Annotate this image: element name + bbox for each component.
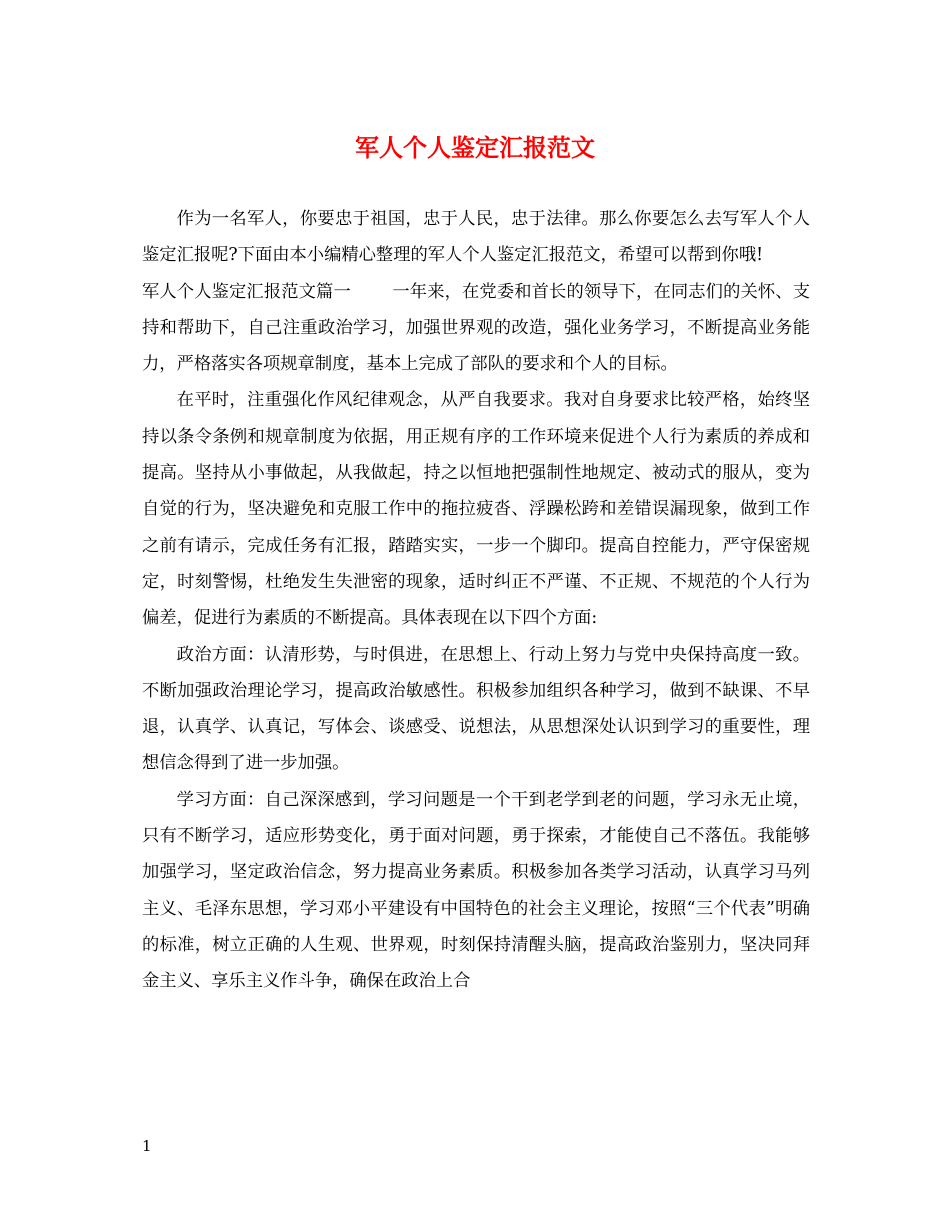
paragraph-study: 学习方面：自己深深感到，学习问题是一个干到老学到老的问题，学习永无止境，只有不断学习，适应形势变化，勇于面对问题，勇于探索，才能使自己不落伍。我能够加强学习，坚定政治信念，努力提高业务素质。积极参加各类学习活动，认真学习马列主义、毛泽东思想，学习邓小平建设有中国特色的社会主义理论，按照“三个代表”明确的标准，树立正确的人生观、世界观，时刻保持清醒头脑，提高政治鉴别力，坚决同拜金主义、享乐主义作斗争，确保在政治上合 xyxy=(142,789,810,992)
document-body xyxy=(142,201,810,1000)
document-title: 军人个人鉴定汇报范文 xyxy=(355,133,595,162)
paragraph-politics: 政治方面：认清形势，与时俱进，在思想上、行动上努力与党中央保持高度一致。不断加强政治理论学习，提高政治敏感性。积极参加组织各种学习，做到不缺课、不早退，认真学、认真记，写体会、谈感受、说想法，从思想深处认识到学习的重要性，理想信念得到了进一步加强。 xyxy=(142,644,810,774)
paragraph-discipline: 在平时，注重强化作风纪律观念，从严自我要求。我对自身要求比较严格，始终坚持以条令条例和规章制度为依据，用正规有序的工作环境来促进个人行为素质的养成和提高。坚持从小事做起，从我做起，持之以恒地把强制性地规定、被动式的服从，变为自觉的行为，坚决避免和克服工作中的拖拉疲沓、浮躁松跨和差错误漏现象，做到工作之前有请示，完成任务有汇报，踏踏实实，一步一个脚印。提高自控能力，严守保密规定，时刻警惕，杜绝发生失泄密的现象，适时纠正不严谨、不正规、不规范的个人行为偏差，促进行为素质的不断提高。具体表现在以下四个方面: xyxy=(142,390,810,629)
section-paragraph-1 xyxy=(142,274,810,383)
intro-paragraph: 作为一名军人，你要忠于祖国，忠于人民，忠于法律。那么你要怎么去写军人个人鉴定汇报呢?下面由本小编精心整理的军人个人鉴定汇报范文，希望可以帮到你哦! xyxy=(142,209,810,266)
page-number: 1 xyxy=(142,1137,152,1155)
section-heading: 军人个人鉴定汇报范文篇一 xyxy=(142,281,351,302)
section-paragraph-1-text: 一年来，在党委和首长的领导下，在同志们的关怀、支持和帮助下，自己注重政治学习，加强世界观的改造，强化业务学习，不断提高业务能力，严格落实各项规章制度，基本上完成了部队的要求和个人的目标。 xyxy=(142,281,810,375)
